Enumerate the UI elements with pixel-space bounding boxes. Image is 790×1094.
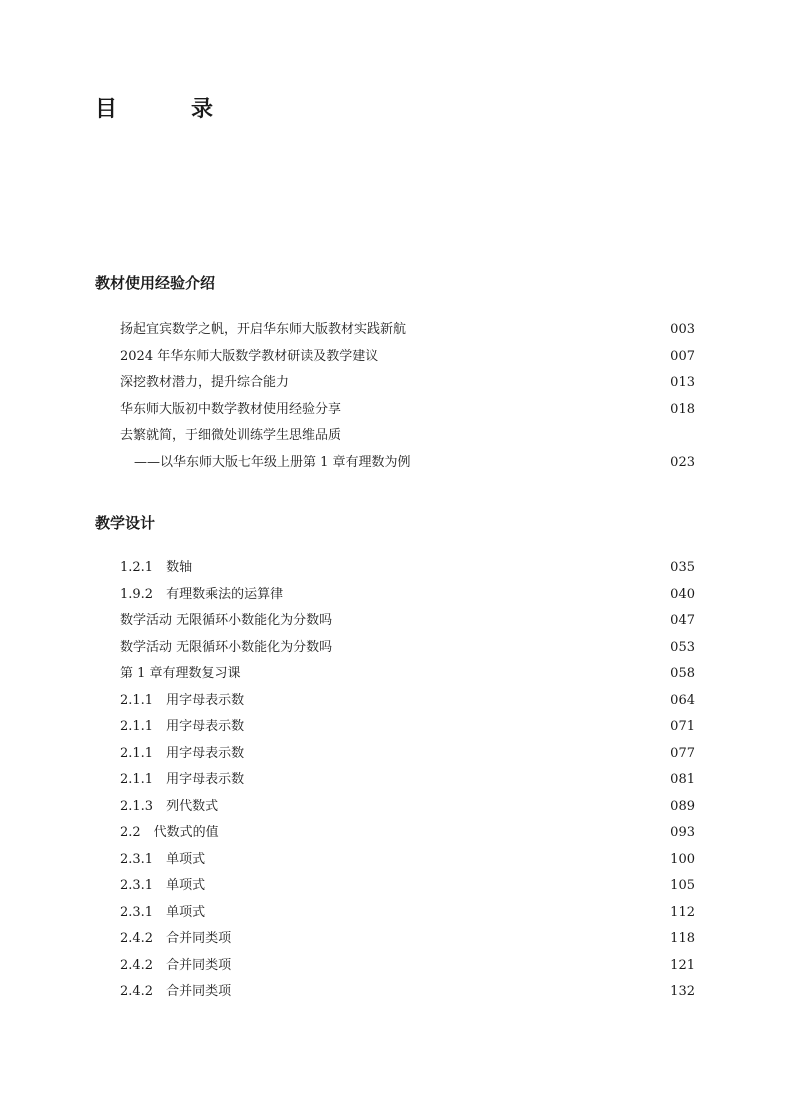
toc-entry[interactable] (120, 953, 695, 980)
toc-entry[interactable] (120, 741, 695, 768)
toc-entry-title: 2024 年华东师大版数学教材研读及教学建议 (120, 348, 379, 364)
section-heading-textbook-experience: 教材使用经验介绍 (95, 274, 216, 292)
toc-entry[interactable] (120, 714, 695, 741)
toc-entry-title: 2.3.1 单项式 (120, 904, 206, 920)
toc-list-teaching-design (120, 555, 695, 1006)
toc-entry[interactable] (120, 555, 695, 582)
toc-entry-title: 1.2.1 数轴 (120, 560, 193, 575)
toc-entry-page: 089 (670, 798, 695, 814)
toc-entry[interactable] (120, 900, 695, 927)
toc-entry-title: 2.1.1 用字母表示数 (120, 745, 245, 761)
toc-entry-title: 深挖教材潜力，提升综合能力 (120, 375, 290, 390)
toc-entry[interactable] (120, 344, 695, 371)
toc-entry[interactable] (120, 317, 695, 344)
toc-entry-title: 数学活动 无限循环小数能化为分数吗 (120, 639, 333, 655)
toc-entry-page: 053 (670, 639, 695, 655)
toc-entry[interactable] (120, 979, 695, 1006)
toc-entry[interactable] (120, 794, 695, 821)
toc-entry-page: 040 (670, 586, 695, 602)
toc-entry-page: 018 (670, 401, 695, 417)
toc-entry-page: 077 (670, 745, 695, 761)
section-heading-teaching-design: 教学设计 (95, 514, 156, 532)
toc-entry-title: 去繁就简，于细微处训练学生思维品质 (120, 428, 342, 443)
toc-entry-title: ——以华东师大版七年级上册第 1 章有理数为例 (134, 454, 411, 470)
toc-entry-page: 112 (670, 904, 695, 920)
toc-entry[interactable] (120, 397, 695, 424)
toc-entry-page: 121 (670, 957, 695, 973)
toc-entry[interactable] (120, 635, 695, 662)
toc-entry-subtitle[interactable] (120, 450, 695, 477)
toc-entry-title: 2.1.1 用字母表示数 (120, 719, 245, 734)
toc-list-textbook-experience (120, 317, 695, 476)
toc-entry[interactable] (120, 688, 695, 715)
toc-entry-page: 035 (670, 560, 695, 575)
toc-entry[interactable] (120, 582, 695, 609)
toc-entry-title: 2.4.2 合并同类项 (120, 957, 232, 973)
toc-entry-title: 2.1.1 用字母表示数 (120, 692, 245, 708)
toc-entry-page: 047 (670, 613, 695, 628)
toc-entry-title: 华东师大版初中数学教材使用经验分享 (120, 401, 342, 417)
toc-entry-page: 007 (670, 348, 695, 364)
toc-entry-title: 2.1.3 列代数式 (120, 798, 219, 814)
toc-entry-title: 2.3.1 单项式 (120, 878, 206, 893)
toc-entry-title: 2.2 代数式的值 (120, 825, 219, 840)
page-title: 目 录 (95, 97, 240, 122)
toc-entry[interactable] (120, 608, 695, 635)
toc-entry-title: 1.9.2 有理数乘法的运算律 (120, 586, 284, 602)
toc-entry-page: 058 (670, 666, 695, 681)
toc-entry[interactable] (120, 873, 695, 900)
toc-entry-page: 118 (670, 931, 695, 946)
toc-entry[interactable] (120, 926, 695, 953)
toc-entry-title: 第 1 章有理数复习课 (120, 666, 241, 681)
toc-entry-title: 2.4.2 合并同类项 (120, 984, 232, 999)
toc-entry-title: 2.1.1 用字母表示数 (120, 772, 245, 787)
toc-entry[interactable] (120, 370, 695, 397)
toc-entry[interactable] (120, 767, 695, 794)
toc-entry-title: 扬起宜宾数学之帆，开启华东师大版教材实践新航 (120, 322, 407, 337)
toc-entry-page: 100 (670, 851, 695, 867)
toc-entry-page: 013 (670, 375, 695, 390)
toc-entry-title: 2.4.2 合并同类项 (120, 931, 232, 946)
toc-entry[interactable] (120, 423, 695, 450)
toc-entry-title: 2.3.1 单项式 (120, 851, 206, 867)
toc-entry-title: 数学活动 无限循环小数能化为分数吗 (120, 613, 333, 628)
toc-entry[interactable] (120, 661, 695, 688)
toc-entry-page: 064 (670, 692, 695, 708)
toc-entry-page: 093 (670, 825, 695, 840)
toc-entry-page: 132 (670, 984, 695, 999)
toc-entry-page: 081 (670, 772, 695, 787)
toc-entry[interactable] (120, 820, 695, 847)
toc-entry-page: 071 (670, 719, 695, 734)
toc-entry[interactable] (120, 847, 695, 874)
toc-entry-page: 105 (670, 878, 695, 893)
toc-entry-page: 023 (670, 454, 695, 470)
toc-entry-page: 003 (670, 322, 695, 337)
